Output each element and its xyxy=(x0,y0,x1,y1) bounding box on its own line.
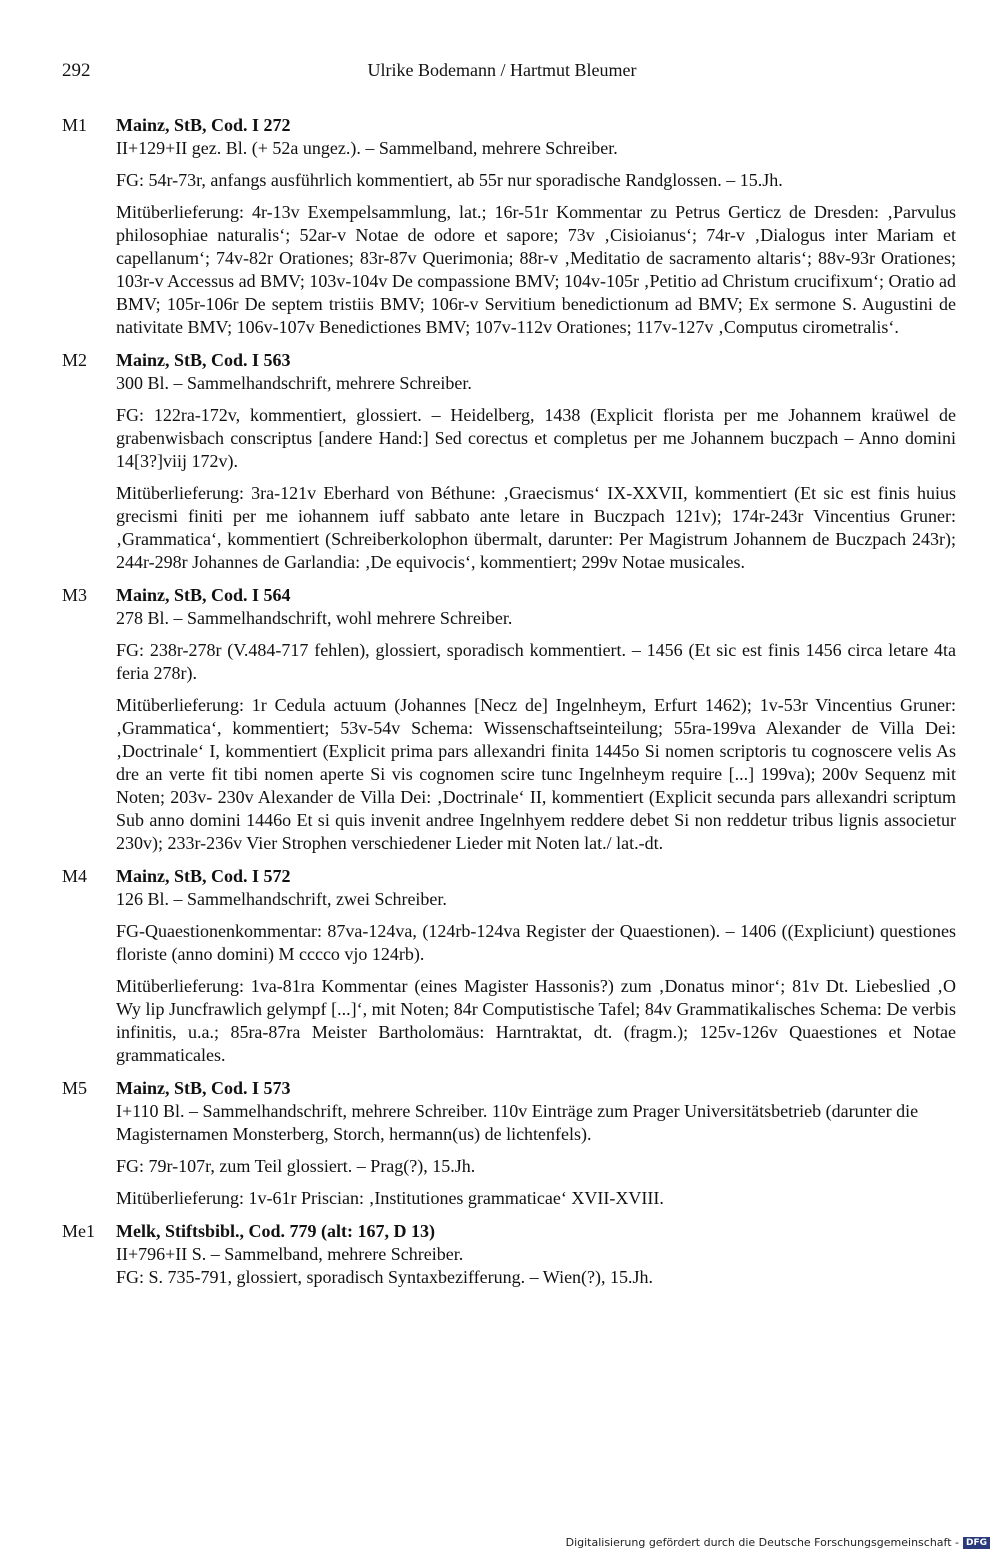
entry-me1 xyxy=(62,1220,956,1289)
entry-fg: FG-Quaestionenkommentar: 87va-124va, (124rb-124va Register der Quaestionen). – 1406 ((Expliciunt) questiones floriste (anno domini) M cccco vjo 124rb). xyxy=(116,921,956,964)
entry-description: 300 Bl. – Sammelhandschrift, mehrere Schreiber. xyxy=(116,373,472,393)
entry-siglum: M1 xyxy=(62,115,88,135)
page-number: 292 xyxy=(62,60,91,81)
entry-mitueberlieferung: Mitüberlieferung: 4r-13v Exempelsammlung, lat.; 16r-51r Kommentar zu Petrus Gerticz de Dresden: ‚Parvulus philosophiae naturalis‘; 52ar-v Notae de odore et sapore; 73v ‚Cisioianus‘; 74r-v ‚Dialogus inter Mariam et capellanum‘; 74v-82r Orationes; 83r-87v Querimonia; 88r-v ‚Meditatio de sacramento altaris‘; 88v-93r Orationes; 103r-v Accessus ad BMV; 103v-104v De compassione BMV; 104v-105r ‚Petitio ad Christum crucifixum‘; Oratio ad BMV; 105r-106r De septem tristiis BMV; 106r-v Servitium benedictionum ad BMV; Ex sermone S. Augustini de nativitate BMV; 106v-107v Benedictiones BMV; 107v-112v Orationes; 117v-127v ‚Computus cirometralis‘. xyxy=(116,202,956,337)
entry-m3 xyxy=(62,584,956,855)
dfg-logo-icon: DFG xyxy=(963,1537,990,1549)
entry-fg: FG: 238r-278r (V.484-717 fehlen), glossiert, sporadisch kommentiert. – 1456 (Et sic est finis 1456 circa letare 4ta feria 278r). xyxy=(116,640,956,683)
entry-siglum: Me1 xyxy=(62,1221,95,1241)
entry-m2 xyxy=(62,349,956,574)
entry-description: 278 Bl. – Sammelhandschrift, wohl mehrere Schreiber. xyxy=(116,608,513,628)
entry-mitueberlieferung: Mitüberlieferung: 3ra-121v Eberhard von Béthune: ‚Graecismus‘ IX-XXVII, kommentiert (Et sic est finis huius grecismi finiti per me iohannem iuff sabbato ante letare in Buczpach 121v); 174r-243r Vincentius Gruner: ‚Grammatica‘, kommentiert (Schreiberkolophon übermalt, darunter: Per Magistrum Johannem de Buczpach 243r); 244r-298r Johannes de Garlandia: ‚De equivocis‘, kommentiert; 299v Notae musicales. xyxy=(116,483,956,572)
entry-siglum: M2 xyxy=(62,350,88,370)
entry-title: Mainz, StB, Cod. I 563 xyxy=(116,350,291,370)
digitization-footer xyxy=(566,1536,990,1549)
page-header xyxy=(62,60,942,90)
entry-description: 126 Bl. – Sammelhandschrift, zwei Schreiber. xyxy=(116,889,447,909)
running-head: Ulrike Bodemann / Hartmut Bleumer xyxy=(367,60,637,80)
entry-title: Mainz, StB, Cod. I 572 xyxy=(116,866,291,886)
entry-title: Mainz, StB, Cod. I 573 xyxy=(116,1078,291,1098)
footer-text: Digitalisierung gefördert durch die Deutsche Forschungsgemeinschaft - xyxy=(565,1536,959,1549)
entry-mitueberlieferung: Mitüberlieferung: 1v-61r Priscian: ‚Institutiones grammaticae‘ XVII-XVIII. xyxy=(116,1188,664,1208)
entry-body xyxy=(116,349,956,574)
entry-m5 xyxy=(62,1077,956,1210)
entry-mitueberlieferung: Mitüberlieferung: 1r Cedula actuum (Johannes [Necz de] Ingelnheym, Erfurt 1462); 1v-53r Vincentius Gruner: ‚Grammatica‘, kommentiert; 53v-54v Schema: Wissenschaftseinteilung; 55ra-199va Alexander de Villa Dei: ‚Doctrinale‘ I, kommentiert (Explicit prima pars allexandri finita 1445o Si nomen scriptoris tu cognoscere velis As dre an verte fit tibi nomen aperte Si vis cognomen scire tunc Ingelnheym require [...] 199va); 200v Sequenz mit Noten; 203v- 230v Alexander de Villa Dei: ‚Doctrinale‘ II, kommentiert (Explicit secunda pars allexandri scriptum Sub anno domini 1446o Et si quis invenit andree Ingelnhyem reddere debet Si non reddetur tribus lignis associetur 230v); 233r-236v Vier Strophen verschiedener Lieder mit Noten lat./ lat.-dt. xyxy=(116,695,956,853)
entry-body xyxy=(116,865,956,1067)
entry-title: Mainz, StB, Cod. I 272 xyxy=(116,115,291,135)
entry-body xyxy=(116,1077,956,1210)
entry-m4 xyxy=(62,865,956,1067)
entry-fg: FG: 54r-73r, anfangs ausführlich kommentiert, ab 55r nur sporadische Randglossen. – 15.Jh. xyxy=(116,170,783,190)
entry-siglum: M3 xyxy=(62,585,88,605)
entry-siglum: M5 xyxy=(62,1078,88,1098)
entry-body xyxy=(116,1220,956,1289)
entry-description: II+796+II S. – Sammelband, mehrere Schreiber. xyxy=(116,1244,464,1264)
entry-description: I+110 Bl. – Sammelhandschrift, mehrere Schreiber. 110v Einträge zum Prager Universitätsbetrieb (darunter die Magisternamen Monsterberg, Storch, hermann(us) de lichtenfels). xyxy=(116,1101,919,1144)
entry-body xyxy=(116,114,956,339)
entry-body xyxy=(116,584,956,855)
entry-fg: FG: 79r-107r, zum Teil glossiert. – Prag(?), 15.Jh. xyxy=(116,1156,476,1176)
entry-title: Mainz, StB, Cod. I 564 xyxy=(116,585,291,605)
entry-m1 xyxy=(62,114,956,339)
entry-mitueberlieferung: Mitüberlieferung: 1va-81ra Kommentar (eines Magister Hassonis?) zum ‚Donatus minor‘; 81v Dt. Liebeslied ‚O Wy lip Juncfrawlich gelympf [...]‘, mit Noten; 84r Computistische Tafel; 84v Grammatikalisches Schema: De verbis infinitis, u.a.; 85ra-87ra Meister Bartholomäus: Harntraktat, dt. (fragm.); 125v-126v Quaestiones et Notae grammaticales. xyxy=(116,976,956,1065)
entry-fg: FG: S. 735-791, glossiert, sporadisch Syntaxbezifferung. – Wien(?), 15.Jh. xyxy=(116,1267,654,1287)
entry-fg: FG: 122ra-172v, kommentiert, glossiert. – Heidelberg, 1438 (Explicit florista per me Johannem kraüwel de grabenwisbach conscriptus [andere Hand:] Sed corectus et completus per me Johannem buczpach – Anno domini 14[3?]viij 172v). xyxy=(116,405,956,471)
entry-title: Melk, Stiftsbibl., Cod. 779 (alt: 167, D 13) xyxy=(116,1221,435,1241)
manuscript-entries xyxy=(62,114,956,1299)
entry-description: II+129+II gez. Bl. (+ 52a ungez.). – Sammelband, mehrere Schreiber. xyxy=(116,138,618,158)
entry-siglum: M4 xyxy=(62,866,88,886)
